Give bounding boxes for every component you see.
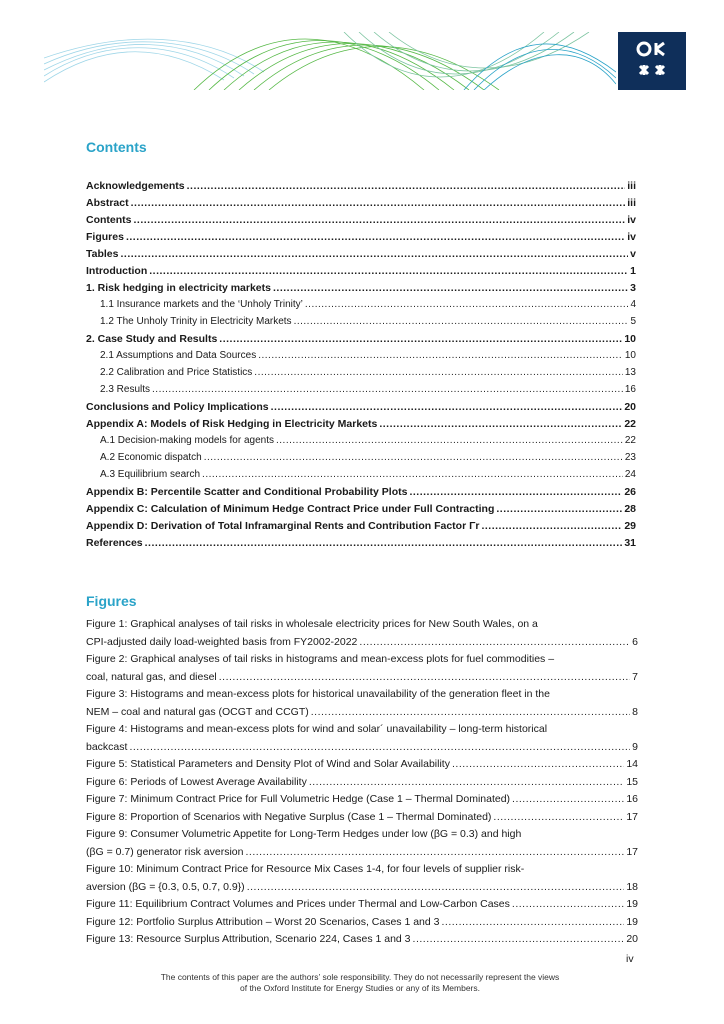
figure-entry[interactable] (86, 774, 638, 792)
toc-entry-label: Appendix A: Models of Risk Hedging in Electricity Markets (86, 418, 378, 430)
dot-leader (409, 486, 622, 498)
dot-leader (512, 791, 624, 809)
dot-leader (120, 248, 628, 260)
dot-leader (273, 282, 628, 294)
figures-list (86, 616, 638, 949)
figure-entry-line: Figure 2: Graphical analyses of tail risks in histograms and mean-excess plots for fuel commodities – (86, 653, 555, 665)
dot-leader (134, 214, 626, 226)
toc-entry[interactable] (86, 401, 636, 418)
dot-leader (187, 180, 626, 192)
toc-entry-label: A.1 Decision-making models for agents (100, 435, 274, 446)
figure-entry[interactable] (86, 651, 638, 686)
toc-entry-label: 1. Risk hedging in electricity markets (86, 282, 271, 294)
toc-entry-label: Introduction (86, 265, 148, 277)
toc-entry[interactable] (86, 418, 636, 435)
toc-entry[interactable] (86, 299, 636, 316)
figure-entry-label: NEM – coal and natural gas (OCGT and CCGT) (86, 705, 309, 718)
toc-entry-page: 3 (630, 282, 636, 294)
dot-leader (294, 316, 629, 327)
dot-leader (258, 350, 623, 361)
figure-entry-page: 18 (626, 880, 638, 893)
toc-entry-label: Appendix D: Derivation of Total Inframarginal Rents and Contribution Factor Γr (86, 520, 480, 532)
figure-entry[interactable] (86, 896, 638, 914)
dot-leader (149, 265, 628, 277)
figure-entry-label: Figure 12: Portfolio Surplus Attribution – Worst 20 Scenarios, Cases 1 and 3 (86, 915, 440, 928)
toc-entry-page: 22 (624, 418, 636, 430)
header-banner (44, 32, 616, 90)
toc-entry[interactable] (86, 316, 636, 333)
figure-entry[interactable] (86, 756, 638, 774)
oies-logo (618, 32, 686, 90)
figure-entry[interactable] (86, 826, 638, 861)
toc-entry-page: 5 (630, 316, 636, 327)
toc-entry-page: iii (627, 197, 636, 209)
dot-leader (219, 333, 622, 345)
toc-entry-page: 28 (624, 503, 636, 515)
toc-entry-page: 10 (624, 350, 636, 361)
toc-entry-label: Figures (86, 231, 124, 243)
toc-entry[interactable] (86, 231, 636, 248)
figure-entry-page: 14 (626, 758, 638, 770)
toc-entry-page: 16 (624, 384, 636, 395)
toc-entry[interactable] (86, 333, 636, 350)
dot-leader (204, 452, 623, 463)
dot-leader (305, 299, 629, 310)
figure-entry-line: Figure 10: Minimum Contract Price for Resource Mix Cases 1-4, for four levels of supplier risk- (86, 863, 525, 875)
toc-entry-label: A.3 Equilibrium search (100, 469, 201, 480)
toc-entry-page: 24 (624, 469, 636, 480)
dot-leader (202, 469, 623, 480)
dot-leader (145, 537, 623, 549)
figure-entry-page: 17 (626, 845, 638, 858)
figure-entry-page: 15 (626, 775, 638, 788)
dot-leader (512, 896, 624, 914)
toc-entry-page: iv (627, 231, 636, 243)
dot-leader (271, 401, 623, 413)
dot-leader (152, 384, 623, 395)
figure-entry[interactable] (86, 791, 638, 809)
dot-leader (379, 418, 622, 430)
figure-entry-label: coal, natural gas, and diesel (86, 670, 217, 683)
figure-entry-line: Figure 9: Consumer Volumetric Appetite for Long-Term Hedges under low (βG = 0.3) and high (86, 828, 522, 840)
figure-entry-label: aversion (βG = {0.3, 0.5, 0.7, 0.9}) (86, 880, 245, 893)
toc-entry-label: A.2 Economic dispatch (100, 452, 202, 463)
dot-leader (442, 914, 625, 932)
dot-leader (129, 739, 630, 757)
toc-entry-page: 13 (624, 367, 636, 378)
dot-leader (254, 367, 623, 378)
dot-leader (493, 809, 624, 827)
figure-entry[interactable] (86, 861, 638, 896)
figure-entry-label: Figure 13: Resource Surplus Attribution, Scenario 224, Cases 1 and 3 (86, 933, 411, 945)
dot-leader (219, 669, 630, 687)
figures-heading: Figures (86, 593, 137, 609)
toc-entry-label: Contents (86, 214, 132, 226)
toc-entry[interactable] (86, 435, 636, 452)
logo-mark-icon (618, 32, 686, 90)
figure-entry[interactable] (86, 686, 638, 721)
figure-entry-label: Figure 6: Periods of Lowest Average Availability (86, 775, 307, 788)
dot-leader (311, 704, 630, 722)
dot-leader (276, 435, 623, 446)
figure-entry-page: 20 (626, 933, 638, 945)
toc-entry-label: References (86, 537, 143, 549)
toc-entry-page: iv (627, 214, 636, 226)
toc-entry-page: iii (627, 180, 636, 192)
figure-entry-page: 17 (626, 810, 638, 823)
toc-entry[interactable] (86, 367, 636, 384)
toc-entry-page: 26 (624, 486, 636, 498)
toc-entry-page: 4 (630, 299, 636, 310)
toc-entry[interactable] (86, 265, 636, 282)
figure-entry-line: Figure 3: Histograms and mean-excess plots for historical unavailability of the generation fleet in the (86, 688, 550, 700)
toc-entry-label: Appendix C: Calculation of Minimum Hedge Contract Price under Full Contracting (86, 503, 495, 515)
figure-entry[interactable] (86, 809, 638, 827)
page-number: iv (626, 953, 634, 965)
toc-entry-label: 2.1 Assumptions and Data Sources (100, 350, 257, 361)
footer-line: The contents of this paper are the authors’ sole responsibility. They do not necessarily represent the views (160, 972, 560, 982)
dot-leader (126, 231, 625, 243)
toc-entry-label: Abstract (86, 197, 129, 209)
figure-entry-label: backcast (86, 740, 128, 753)
toc-entry[interactable] (86, 197, 636, 214)
figure-entry-line: Figure 1: Graphical analyses of tail risks in wholesale electricity prices for New South Wales, on a (86, 618, 538, 630)
toc-entry[interactable] (86, 180, 636, 197)
contents-heading: Contents (86, 139, 147, 155)
toc-entry-label: 2.2 Calibration and Price Statistics (100, 367, 253, 378)
figure-entry-label: Figure 11: Equilibrium Contract Volumes and Prices under Thermal and Low-Carbon Cases (86, 898, 510, 910)
toc-entry-label: 2.3 Results (100, 384, 151, 395)
dot-leader (496, 503, 622, 515)
toc-entry-label: Conclusions and Policy Implications (86, 401, 269, 413)
toc-entry-label: Tables (86, 248, 119, 260)
dot-leader (452, 756, 624, 774)
toc-entry-label: 2. Case Study and Results (86, 333, 218, 345)
dot-leader (245, 844, 624, 862)
figure-entry-label: Figure 7: Minimum Contract Price for Full Volumetric Hedge (Case 1 – Thermal Dominated) (86, 793, 511, 805)
toc-entry-page: 10 (624, 333, 636, 345)
figure-entry-label: CPI-adjusted daily load-weighted basis from FY2002-2022 (86, 635, 358, 648)
toc-entry-page: v (630, 248, 636, 260)
toc-entry[interactable] (86, 282, 636, 299)
figure-entry-label: Figure 8: Proportion of Scenarios with Negative Surplus (Case 1 – Thermal Dominated) (86, 810, 492, 823)
figure-entry-page: 16 (626, 793, 638, 805)
figure-entry-label: (βG = 0.7) generator risk aversion (86, 845, 244, 858)
figure-entry-label: Figure 5: Statistical Parameters and Density Plot of Wind and Solar Availability (86, 758, 450, 770)
toc-entry[interactable] (86, 520, 636, 537)
dot-leader (247, 879, 625, 897)
toc-entry-label: 1.1 Insurance markets and the ‘Unholy Trinity’ (100, 299, 303, 310)
toc-entry-label: 1.2 The Unholy Trinity in Electricity Markets (100, 316, 292, 327)
wave-pattern (44, 32, 616, 90)
dot-leader (359, 634, 630, 652)
toc-entry[interactable] (86, 384, 636, 401)
dot-leader (413, 931, 625, 949)
toc-entry[interactable] (86, 214, 636, 231)
toc-entry[interactable] (86, 350, 636, 367)
footer-line: of the Oxford Institute for Energy Studies or any of its Members. (240, 983, 480, 993)
figure-entry-page: 6 (632, 635, 638, 648)
toc-entry-page: 20 (624, 401, 636, 413)
figure-entry-page: 9 (632, 740, 638, 753)
dot-leader (309, 774, 624, 792)
toc-entry-page: 23 (624, 452, 636, 463)
figure-entry-page: 8 (632, 705, 638, 718)
figure-entry-page: 19 (626, 915, 638, 928)
figure-entry[interactable] (86, 914, 638, 932)
toc-entry[interactable] (86, 452, 636, 469)
toc-entry-page: 22 (624, 435, 636, 446)
footer (60, 972, 660, 994)
figure-entry[interactable] (86, 931, 638, 949)
dot-leader (481, 520, 622, 532)
figure-entry-page: 7 (632, 670, 638, 683)
toc-entry[interactable] (86, 248, 636, 265)
toc-entry-page: 31 (624, 537, 636, 549)
dot-leader (131, 197, 626, 209)
toc-entry-page: 1 (630, 265, 636, 277)
figure-entry-line: Figure 4: Histograms and mean-excess plots for wind and solar´ unavailability – long-term historical (86, 723, 548, 735)
toc-entry-label: Appendix B: Percentile Scatter and Conditional Probability Plots (86, 486, 408, 498)
contents-list (86, 180, 636, 554)
toc-entry[interactable] (86, 503, 636, 520)
figure-entry[interactable] (86, 616, 638, 651)
toc-entry[interactable] (86, 537, 636, 554)
toc-entry-label: Acknowledgements (86, 180, 185, 192)
toc-entry[interactable] (86, 469, 636, 486)
figure-entry[interactable] (86, 721, 638, 756)
toc-entry[interactable] (86, 486, 636, 503)
toc-entry-page: 29 (624, 520, 636, 532)
figure-entry-page: 19 (626, 898, 638, 910)
